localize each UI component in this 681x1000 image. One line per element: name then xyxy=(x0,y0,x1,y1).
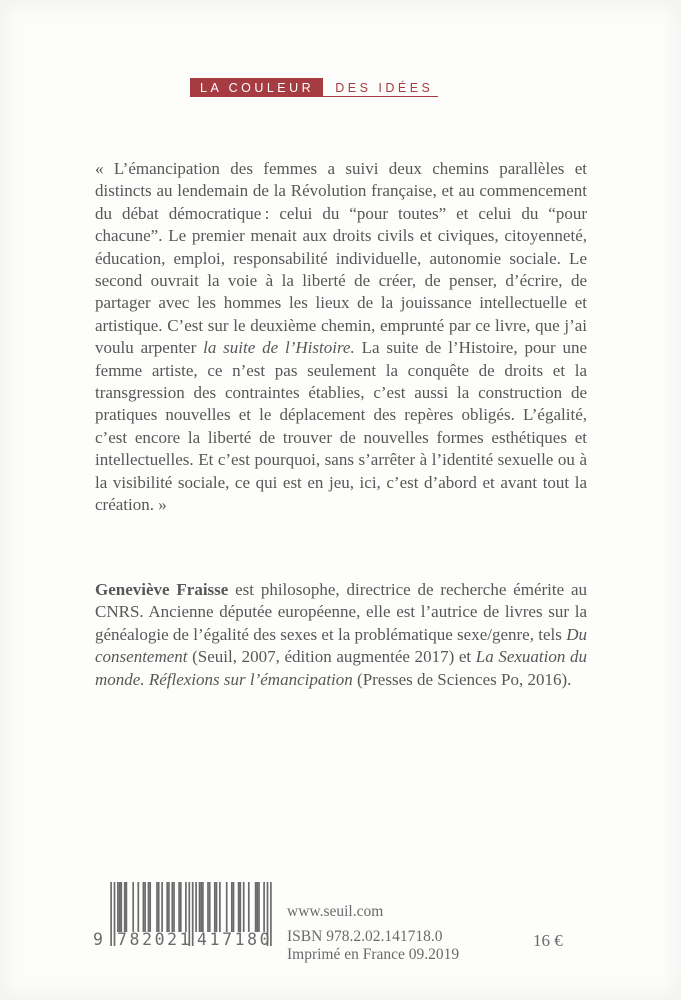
barcode-digit-first: 9 xyxy=(93,930,106,949)
barcode-digit-right-group: 417180 xyxy=(197,930,273,949)
barcode-digit-left-group: 782021 xyxy=(117,930,193,949)
author-bio: Geneviève Fraisse est philosophe, directrice de recherche émérite au CNRS. Ancienne députée européenne, elle est l’autrice de livres sur la généalogie de l’égalité des sexes et la problématique sexe/genre, tels Du consentement (Seuil, 2007, édition augmentée 2017) et La Sexuation du monde. Réflexions sur l’émancipation (Presses de Sciences Po, 2016). xyxy=(95,580,587,689)
barcode xyxy=(93,882,275,958)
banner-collection-label: DES IDÉES xyxy=(323,78,438,97)
price-label: 16 € xyxy=(533,931,563,950)
banner-red-box-label: LA COULEUR xyxy=(190,78,323,97)
imprint-block xyxy=(287,903,459,964)
collection-banner xyxy=(190,78,438,97)
back-cover-quote: « L’émancipation des femmes a suivi deux chemins parallèles et distincts au lendemain de la Révolution française, et au commencement du débat démocratique : celui du “pour toutes” et celui du “pour chacune”. Le premier menait aux droits civils et civiques, citoyenneté, éducation, emploi, responsabilité individuelle, autonomie sociale. Le second ouvrait la voie à la liberté de créer, de penser, d’écrire, de partager avec les hommes les lieux de la jouissance intellectuelle et artistique. C’est sur le deuxième chemin, emprunté par ce livre, que j’ai voulu arpenter la suite de l’Histoire. La suite de l’Histoire, pour une femme artiste, ce n’est pas seulement la conquête de droits et la transgression des contraintes établies, c’est aussi la construction de pratiques nouvelles et le déplacement des repères obligés. L’égalité, c’est encore la liberté de trouver de nouvelles formes esthétiques et intellectuelles. Et c’est pourquoi, sans s’arrêter à l’identité sexuelle ou à la visibilité sociale, ce qui est en jeu, ici, c’est d’abord et avant tout la création. » xyxy=(95,159,587,515)
isbn-line: ISBN 978.2.02.141718.0 xyxy=(287,928,443,945)
publisher-website: www.seuil.com xyxy=(287,903,384,920)
printed-in-line: Imprimé en France 09.2019 xyxy=(287,946,460,963)
